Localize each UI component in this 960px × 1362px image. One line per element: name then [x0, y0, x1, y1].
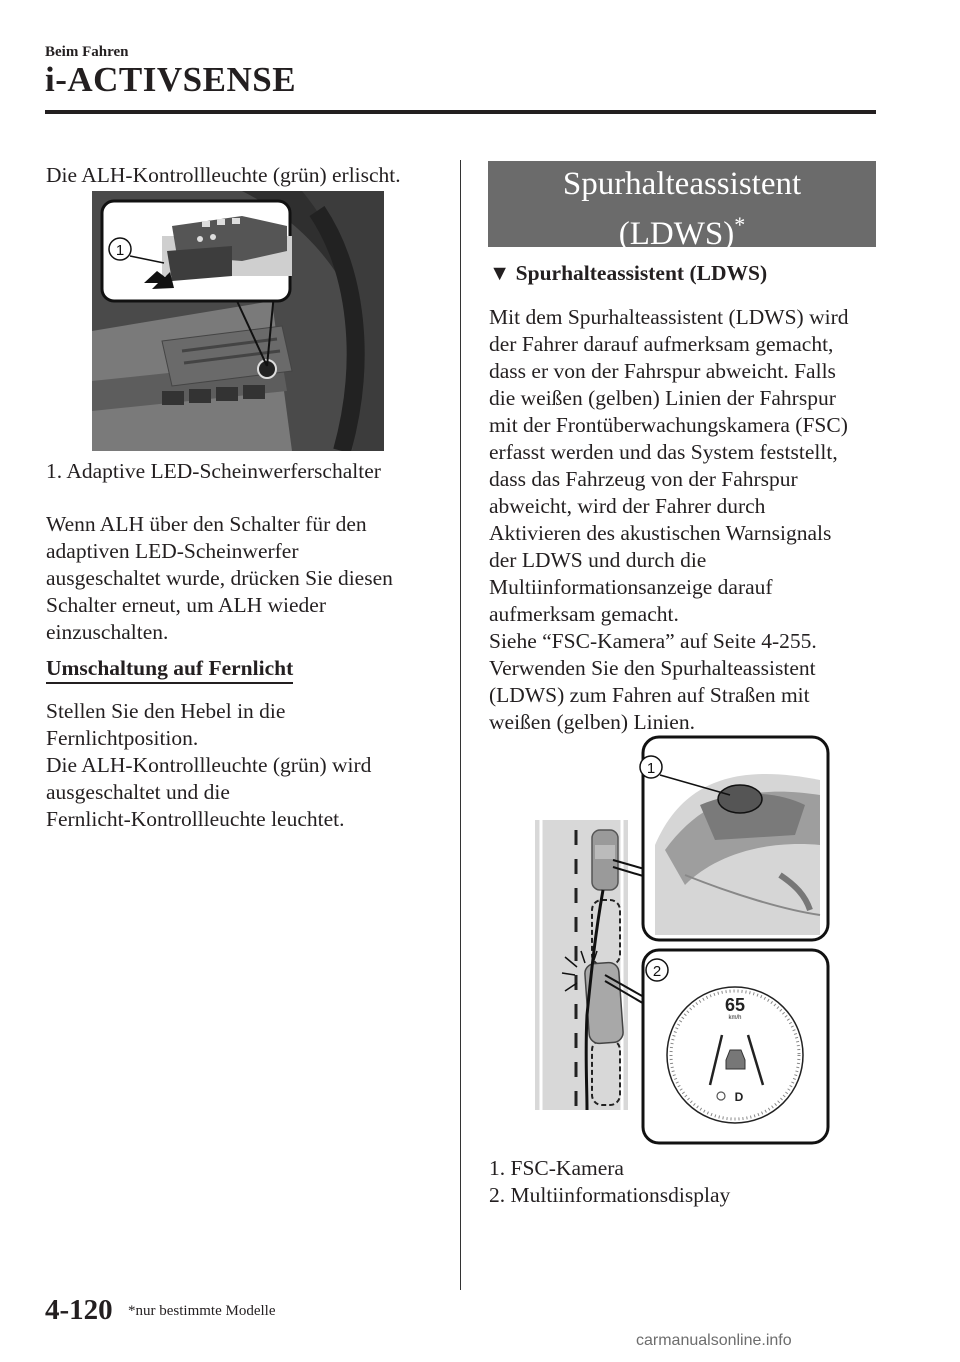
- paragraph-line: Fernlicht-Kontrollleuchte leuchtet.: [46, 807, 345, 831]
- subheading-text: Umschaltung auf Fernlicht: [46, 656, 293, 684]
- section-banner: [488, 161, 876, 252]
- paragraph-line: adaptiven LED-Scheinwerfer: [46, 539, 299, 563]
- ldws-diagram: [535, 735, 831, 1147]
- paragraph-line: Stellen Sie den Hebel in die: [46, 699, 286, 723]
- paragraph-line: Fernlichtposition.: [46, 726, 199, 750]
- intro-text: Die ALH-Kontrollleuchte (grün) erlischt.: [46, 163, 401, 187]
- paragraph-line: der Fahrer darauf aufmerksam gemacht,: [489, 332, 834, 356]
- dashboard-photo: [92, 191, 384, 451]
- paragraph-line: abweicht, wird der Fahrer durch: [489, 494, 766, 518]
- speed-readout: 65: [724, 995, 746, 1015]
- paragraph-line: dass er von der Fahrspur abweicht. Falls: [489, 359, 836, 383]
- footnote: *nur bestimmte Modelle: [128, 1303, 276, 1319]
- paragraph-alh: [46, 511, 446, 646]
- callout-display-label: 2: [652, 963, 662, 980]
- speed-unit: km/h: [728, 1015, 742, 1021]
- subheading-fernlicht: [46, 656, 446, 684]
- paragraph-line: aufmerksam gemacht.: [489, 602, 679, 626]
- chapter-title: i-ACTIVSENSE: [45, 60, 297, 99]
- callout-fsc-label: 1: [646, 760, 656, 777]
- banner-subtitle: [488, 205, 876, 254]
- car-icon: [726, 1050, 745, 1069]
- figure1-caption: 1. Adaptive LED-Scheinwerferschalter: [46, 459, 381, 483]
- paragraph-ldws: [489, 304, 879, 736]
- watermark: carmanualsonline.info: [636, 1332, 792, 1349]
- paragraph-line: Multiinformationsanzeige darauf: [489, 575, 773, 599]
- paragraph-line: Aktivieren des akustischen Warnsignals: [489, 521, 832, 545]
- paragraph-line: dass das Fahrzeug von der Fahrspur: [489, 467, 798, 491]
- callout-1-label: 1: [115, 242, 125, 259]
- caption-fsc: 1. FSC-Kamera: [489, 1156, 624, 1180]
- banner-title: Spurhalteassistent: [562, 166, 802, 202]
- paragraph-line: der LDWS und durch die: [489, 548, 707, 572]
- paragraph-line: Schalter erneut, um ALH wieder: [46, 593, 327, 617]
- paragraph-line: Wenn ALH über den Schalter für den: [46, 512, 367, 536]
- gear-indicator: D: [734, 1090, 744, 1104]
- caption-display: 2. Multiinformationsdisplay: [489, 1183, 731, 1207]
- banner-subtitle-text: (LDWS): [618, 216, 735, 252]
- paragraph-line: (LDWS) zum Fahren auf Straßen mit: [489, 683, 810, 707]
- paragraph-line: einzuschalten.: [46, 620, 169, 644]
- paragraph-line: Verwenden Sie den Spurhalteassistent: [489, 656, 816, 680]
- paragraph-line: Siehe “FSC-Kamera” auf Seite 4-255.: [489, 629, 817, 653]
- headlight-switch-figure: [92, 191, 384, 451]
- column-divider: [460, 160, 461, 1290]
- paragraph-line: die weißen (gelben) Linien der Fahrspur: [489, 386, 836, 410]
- paragraph-line: Mit dem Spurhalteassistent (LDWS) wird: [489, 305, 849, 329]
- paragraph-line: ausgeschaltet wurde, drücken Sie diesen: [46, 566, 393, 590]
- paragraph-line: weißen (gelben) Linien.: [489, 710, 695, 734]
- page-number: 4-120: [45, 1294, 113, 1326]
- subsection-heading: ▼ Spurhalteassistent (LDWS): [489, 261, 768, 285]
- header-rule: [45, 110, 876, 114]
- paragraph-line: erfasst werden und das System feststellt,: [489, 440, 838, 464]
- paragraph-line: mit der Frontüberwachungskamera (FSC): [489, 413, 848, 437]
- banner-asterisk: *: [734, 212, 746, 237]
- section-label: Beim Fahren: [45, 44, 129, 60]
- ldws-figure: [535, 735, 831, 1147]
- paragraph-fernlicht: [46, 698, 446, 833]
- paragraph-line: ausgeschaltet und die: [46, 780, 230, 804]
- paragraph-line: Die ALH-Kontrollleuchte (grün) wird: [46, 753, 372, 777]
